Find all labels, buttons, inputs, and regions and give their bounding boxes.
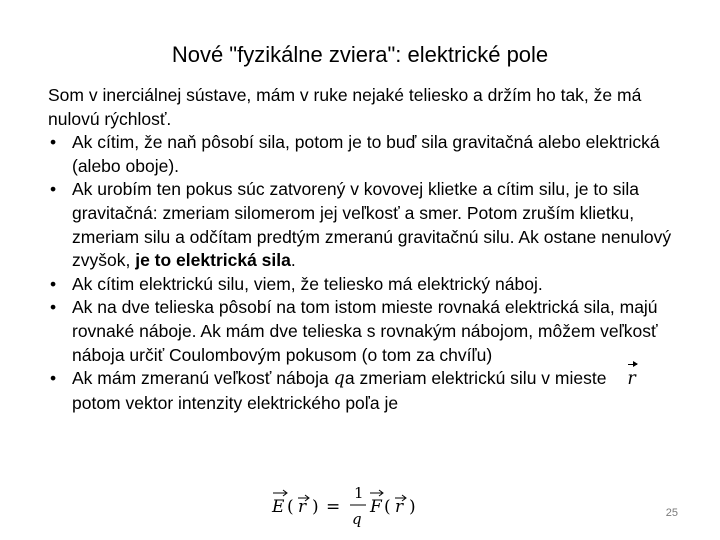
- formula-paren-right: ): [409, 497, 416, 517]
- bold-phrase: je to elektrická sila: [135, 250, 291, 271]
- formula-r: r: [395, 497, 404, 517]
- bullet-item: [48, 178, 678, 272]
- slide-body: [48, 84, 678, 415]
- bullet-item: [48, 296, 678, 367]
- formula-e: E: [272, 497, 285, 517]
- formula-r: r: [298, 497, 307, 517]
- formula-paren-left: (: [384, 497, 391, 517]
- bullet-text: potom vektor intenzity elektrického poľa je: [72, 392, 399, 413]
- position-vector: r: [627, 368, 635, 392]
- bullet-text: .: [290, 250, 296, 271]
- bullet-text: Ak mám zmeranú veľkosť náboja: [72, 368, 334, 389]
- bullet-text: Ak urobím ten pokus súc zatvorený v kovovej klietke a cítim silu, je to sila gravitačná: zmeriam silomerom jej veľkosť a smer. Potom zruším klietku, zmeriam silu a odčítam predtým zmeranú gravitačnú silu. Ak ostane nenulový zvyšok,: [72, 179, 672, 271]
- slide-title: Nové "fyzikálne zviera": elektrické pole: [171, 42, 549, 67]
- formula-f: F: [370, 497, 382, 517]
- field-intensity-formula: [270, 478, 440, 534]
- bullet-text: Ak cítim elektrickú silu, viem, že teliesko má elektrický náboj.: [72, 273, 543, 294]
- formula-equals: =: [326, 497, 341, 517]
- formula-paren-right: ): [312, 497, 319, 517]
- bullet-item: [48, 131, 678, 178]
- bullet-text: Ak cítim, že naň pôsobí sila, potom je to buď sila gravitačná alebo elektrická (alebo oboje).: [72, 132, 660, 176]
- charge-variable: q: [333, 369, 345, 390]
- bullet-text: Ak na dve telieska pôsobí na tom istom mieste rovnaká elektrická sila, majú rovnaké náboje. Ak mám dve telieska s rovnakým nábojom, môžem veľkosť náboja určiť Coulombovým pokusom (o tom za chvíľu): [72, 297, 658, 365]
- page-number: 25: [665, 507, 678, 519]
- bullet-text: a zmeriam elektrickú silu v mieste: [344, 368, 612, 389]
- bullet-item: [48, 367, 678, 415]
- bullet-item: [48, 273, 678, 297]
- bullet-list: [48, 131, 678, 415]
- formula-denominator: q: [352, 510, 362, 528]
- formula-numerator: 1: [354, 484, 364, 502]
- formula-paren-left: (: [287, 497, 294, 517]
- intro-paragraph: Som v inerciálnej sústave, mám v ruke nejaké teliesko a držím ho tak, že má nulovú rýchlosť.: [48, 85, 642, 129]
